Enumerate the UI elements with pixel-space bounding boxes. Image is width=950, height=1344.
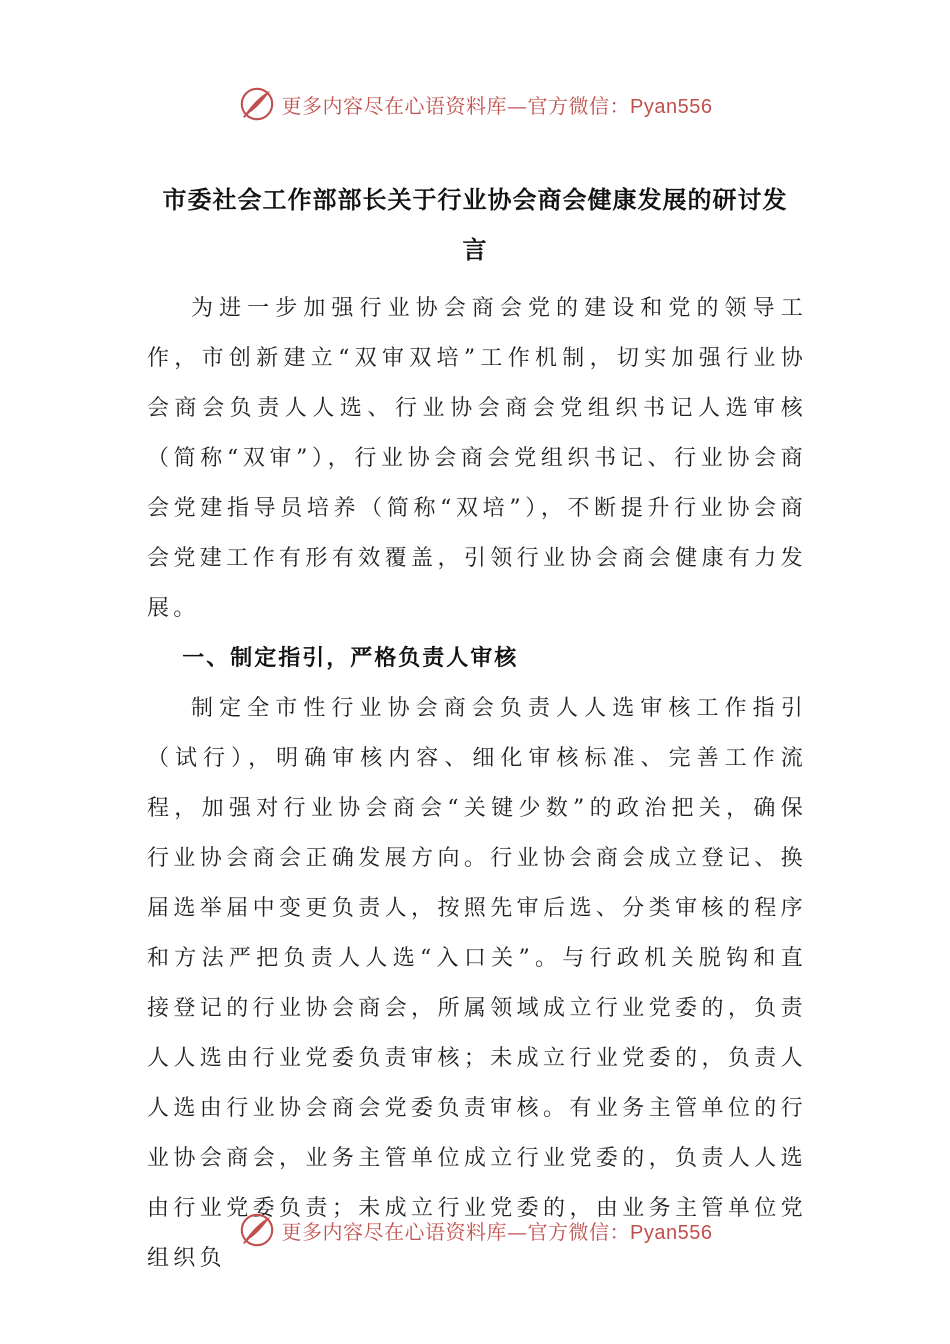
- document-title-line1: 市委社会工作部部长关于行业协会商会健康发展的研讨发: [162, 186, 788, 214]
- header-banner: [0, 82, 950, 126]
- banner-brand: 更多内容尽在心语资料库—官方微信：: [281, 93, 631, 118]
- section1-paragraph: 制定全市性行业协会商会负责人人选审核工作指引（试行），明确审核内容、细化审核标准、完善工作流程，加强对行业协会商会“关键少数”的政治把关，确保行业协会商会正确发展方向。行业协会商会成立登记、换届选举届中变更负责人，按照先审后选、分类审核的程序和方法严把负责人人选“入口关”。与行政机关脱钩和直接登记的行业协会商会，所属领域成立行业党委的，负责人人选由行业党委负责审核；未成立行业党委的，负责人人选由行业协会商会党委负责审核。有业务主管单位的行业协会商会，业务主管单位成立行业党委的，负责人人选由行业党委负责；未成立行业党委的，由业务主管单位党组织负: [147, 696, 807, 1271]
- banner-text: [282, 90, 713, 119]
- quill-logo-icon: [238, 1211, 276, 1249]
- document-title-line2: 言: [462, 236, 488, 264]
- section1-heading: 一、制定指引，严格负责人审核: [182, 646, 519, 671]
- banner-brand: 更多内容尽在心语资料库—官方微信：: [281, 1219, 631, 1244]
- banner-wechat-id: Pyan556: [630, 95, 713, 118]
- footer-banner: [0, 1208, 950, 1252]
- intro-paragraph: 为进一步加强行业协会商会党的建设和党的领导工作，市创新建立“双审双培”工作机制，切实加强行业协会商会负责人人选、行业协会商会党组织书记人选审核（简称“双审”），行业协会商会党组织书记、行业协会商会党建指导员培养（简称“双培”），不断提升行业协会商会党建工作有形有效覆盖，引领行业协会商会健康有力发展。: [147, 296, 807, 621]
- document-body: [147, 284, 807, 1284]
- banner-text: [282, 1216, 713, 1245]
- quill-logo-icon: [238, 85, 276, 123]
- banner-wechat-id: Pyan556: [630, 1221, 713, 1244]
